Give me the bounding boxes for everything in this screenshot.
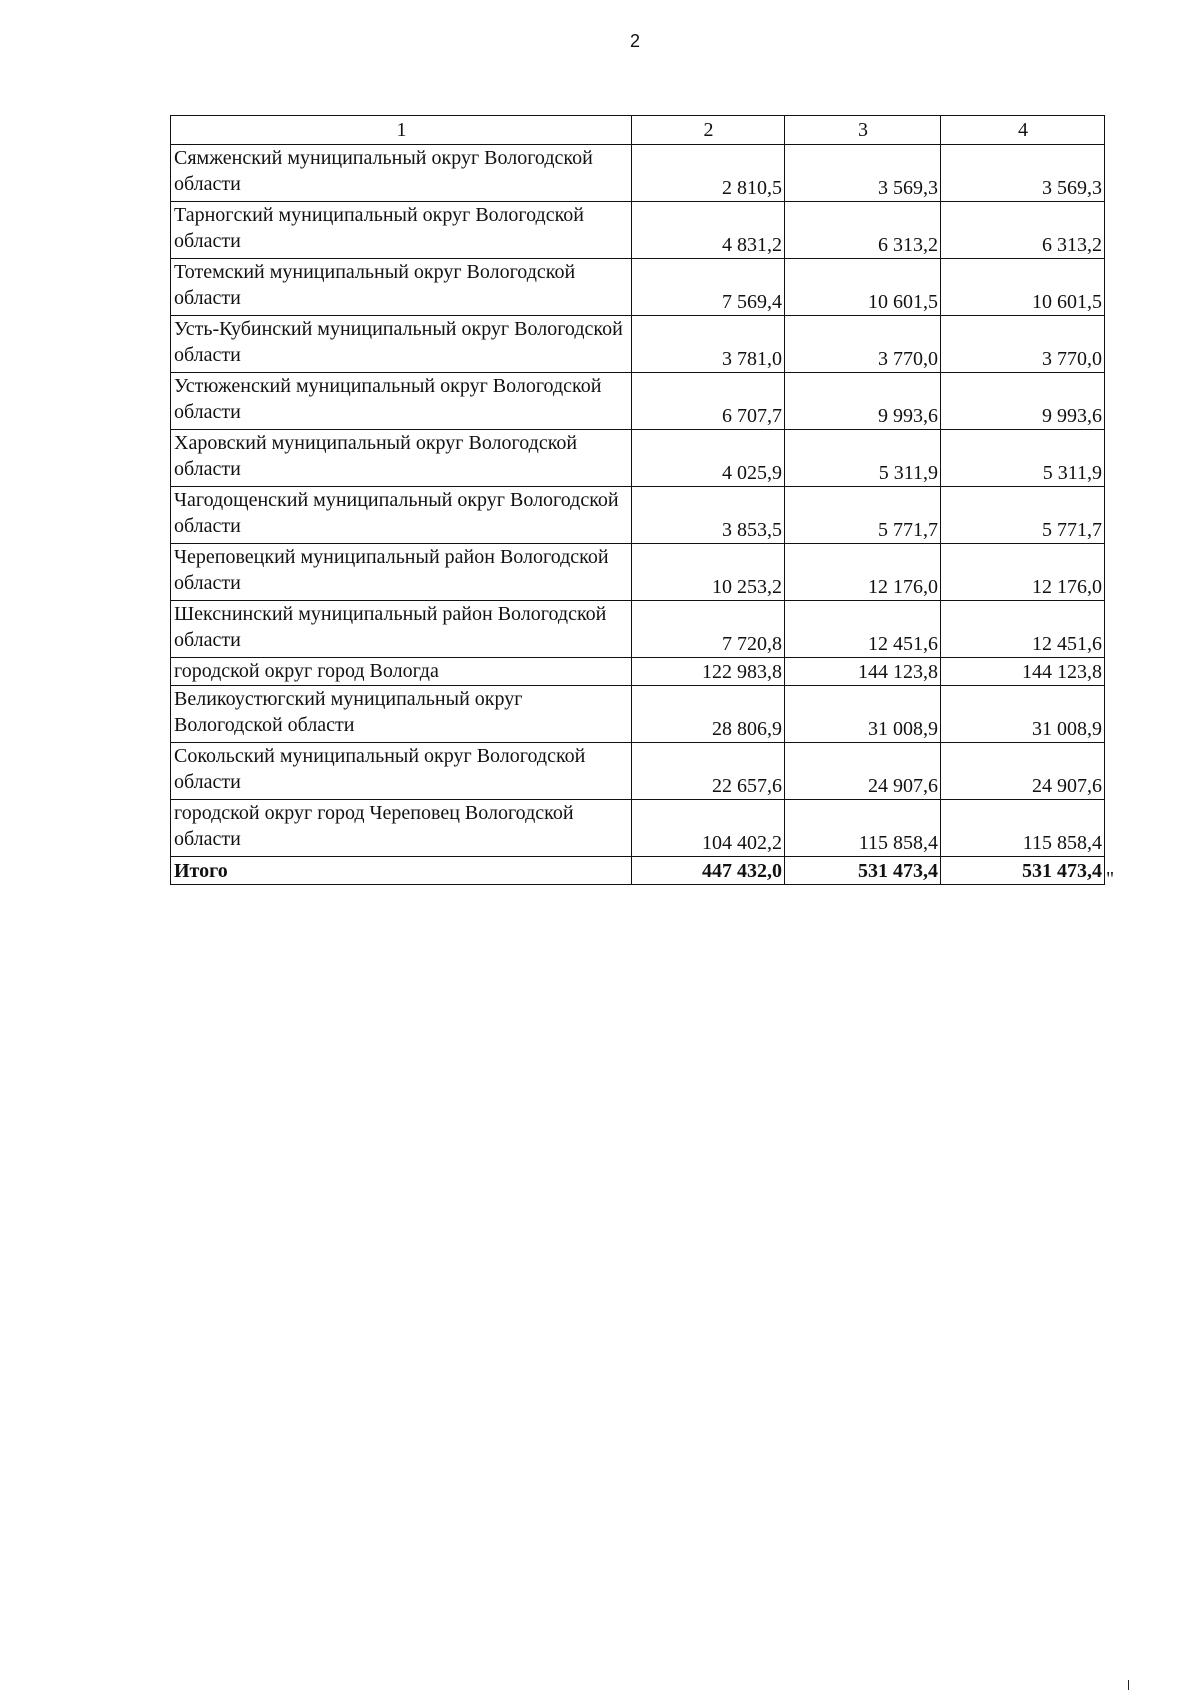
municipality-name: Устюженский муниципальный округ Вологодской области: [171, 373, 632, 430]
table-row: [171, 259, 1105, 316]
municipality-name: городской округ город Вологда: [171, 658, 632, 686]
value-col-3: 24 907,6: [785, 743, 941, 800]
value-col-4: 31 008,9: [941, 686, 1105, 743]
value-col-2: 22 657,6: [632, 743, 785, 800]
table-row: [171, 743, 1105, 800]
value-col-4: 144 123,8: [941, 658, 1105, 686]
table-row: [171, 202, 1105, 259]
table-row: [171, 658, 1105, 686]
distribution-table: [170, 115, 1105, 885]
page-number: 2: [629, 31, 640, 51]
value-col-3: 9 993,6: [785, 373, 941, 430]
municipality-name: городской округ город Череповец Вологодской области: [171, 800, 632, 857]
municipality-name: Сокольский муниципальный округ Вологодской области: [171, 743, 632, 800]
value-col-4: 3 770,0: [941, 316, 1105, 373]
value-col-3: 31 008,9: [785, 686, 941, 743]
value-col-2: 7 720,8: [632, 601, 785, 658]
value-col-3: 5 311,9: [785, 430, 941, 487]
total-label: Итого: [171, 857, 632, 885]
municipality-name: Череповецкий муниципальный район Вологодской области: [171, 544, 632, 601]
value-col-2: 3 781,0: [632, 316, 785, 373]
column-header: 4: [941, 116, 1105, 145]
column-header: 1: [171, 116, 632, 145]
value-col-4: 9 993,6: [941, 373, 1105, 430]
value-col-2: 6 707,7: [632, 373, 785, 430]
value-col-2: 4 831,2: [632, 202, 785, 259]
municipality-name: Харовский муниципальный округ Вологодской области: [171, 430, 632, 487]
value-col-2: 104 402,2: [632, 800, 785, 857]
value-col-3: 3 569,3: [785, 145, 941, 202]
table-row: [171, 601, 1105, 658]
total-col-4: 531 473,4: [941, 857, 1105, 885]
municipality-name: Тотемский муниципальный округ Вологодской области: [171, 259, 632, 316]
value-col-2: 3 853,5: [632, 487, 785, 544]
value-col-2: 2 810,5: [632, 145, 785, 202]
value-col-3: 3 770,0: [785, 316, 941, 373]
municipality-name: Чагодощенский муниципальный округ Вологодской области: [171, 487, 632, 544]
value-col-3: 12 176,0: [785, 544, 941, 601]
value-col-3: 6 313,2: [785, 202, 941, 259]
closing-quote-mark: ": [1106, 868, 1115, 890]
table-row: [171, 800, 1105, 857]
scan-artifact-mark: [1128, 1680, 1129, 1690]
value-col-3: 12 451,6: [785, 601, 941, 658]
value-col-4: 12 451,6: [941, 601, 1105, 658]
municipality-name: Великоустюгский муниципальный округ Вологодской области: [171, 686, 632, 743]
table-row: [171, 145, 1105, 202]
municipality-name: Сямженский муниципальный округ Вологодской области: [171, 145, 632, 202]
value-col-4: 5 771,7: [941, 487, 1105, 544]
value-col-4: 5 311,9: [941, 430, 1105, 487]
value-col-4: 115 858,4: [941, 800, 1105, 857]
value-col-4: 24 907,6: [941, 743, 1105, 800]
value-col-3: 144 123,8: [785, 658, 941, 686]
table-row: [171, 316, 1105, 373]
municipality-name: Тарногский муниципальный округ Вологодской области: [171, 202, 632, 259]
value-col-4: 12 176,0: [941, 544, 1105, 601]
value-col-2: 10 253,2: [632, 544, 785, 601]
value-col-3: 115 858,4: [785, 800, 941, 857]
column-header: 3: [785, 116, 941, 145]
municipality-name: Усть-Кубинский муниципальный округ Вологодской области: [171, 316, 632, 373]
table-total-row: [171, 857, 1105, 885]
municipality-name: Шекснинский муниципальный район Вологодской области: [171, 601, 632, 658]
column-header: 2: [632, 116, 785, 145]
value-col-2: 4 025,9: [632, 430, 785, 487]
table-row: [171, 373, 1105, 430]
value-col-3: 5 771,7: [785, 487, 941, 544]
value-col-2: 7 569,4: [632, 259, 785, 316]
distribution-table-container: [170, 115, 1105, 885]
value-col-4: 6 313,2: [941, 202, 1105, 259]
value-col-4: 10 601,5: [941, 259, 1105, 316]
table-row: [171, 686, 1105, 743]
table-row: [171, 430, 1105, 487]
total-col-3: 531 473,4: [785, 857, 941, 885]
value-col-2: 28 806,9: [632, 686, 785, 743]
table-header-row: [171, 116, 1105, 145]
value-col-2: 122 983,8: [632, 658, 785, 686]
value-col-4: 3 569,3: [941, 145, 1105, 202]
table-row: [171, 544, 1105, 601]
value-col-3: 10 601,5: [785, 259, 941, 316]
total-col-2: 447 432,0: [632, 857, 785, 885]
table-row: [171, 487, 1105, 544]
